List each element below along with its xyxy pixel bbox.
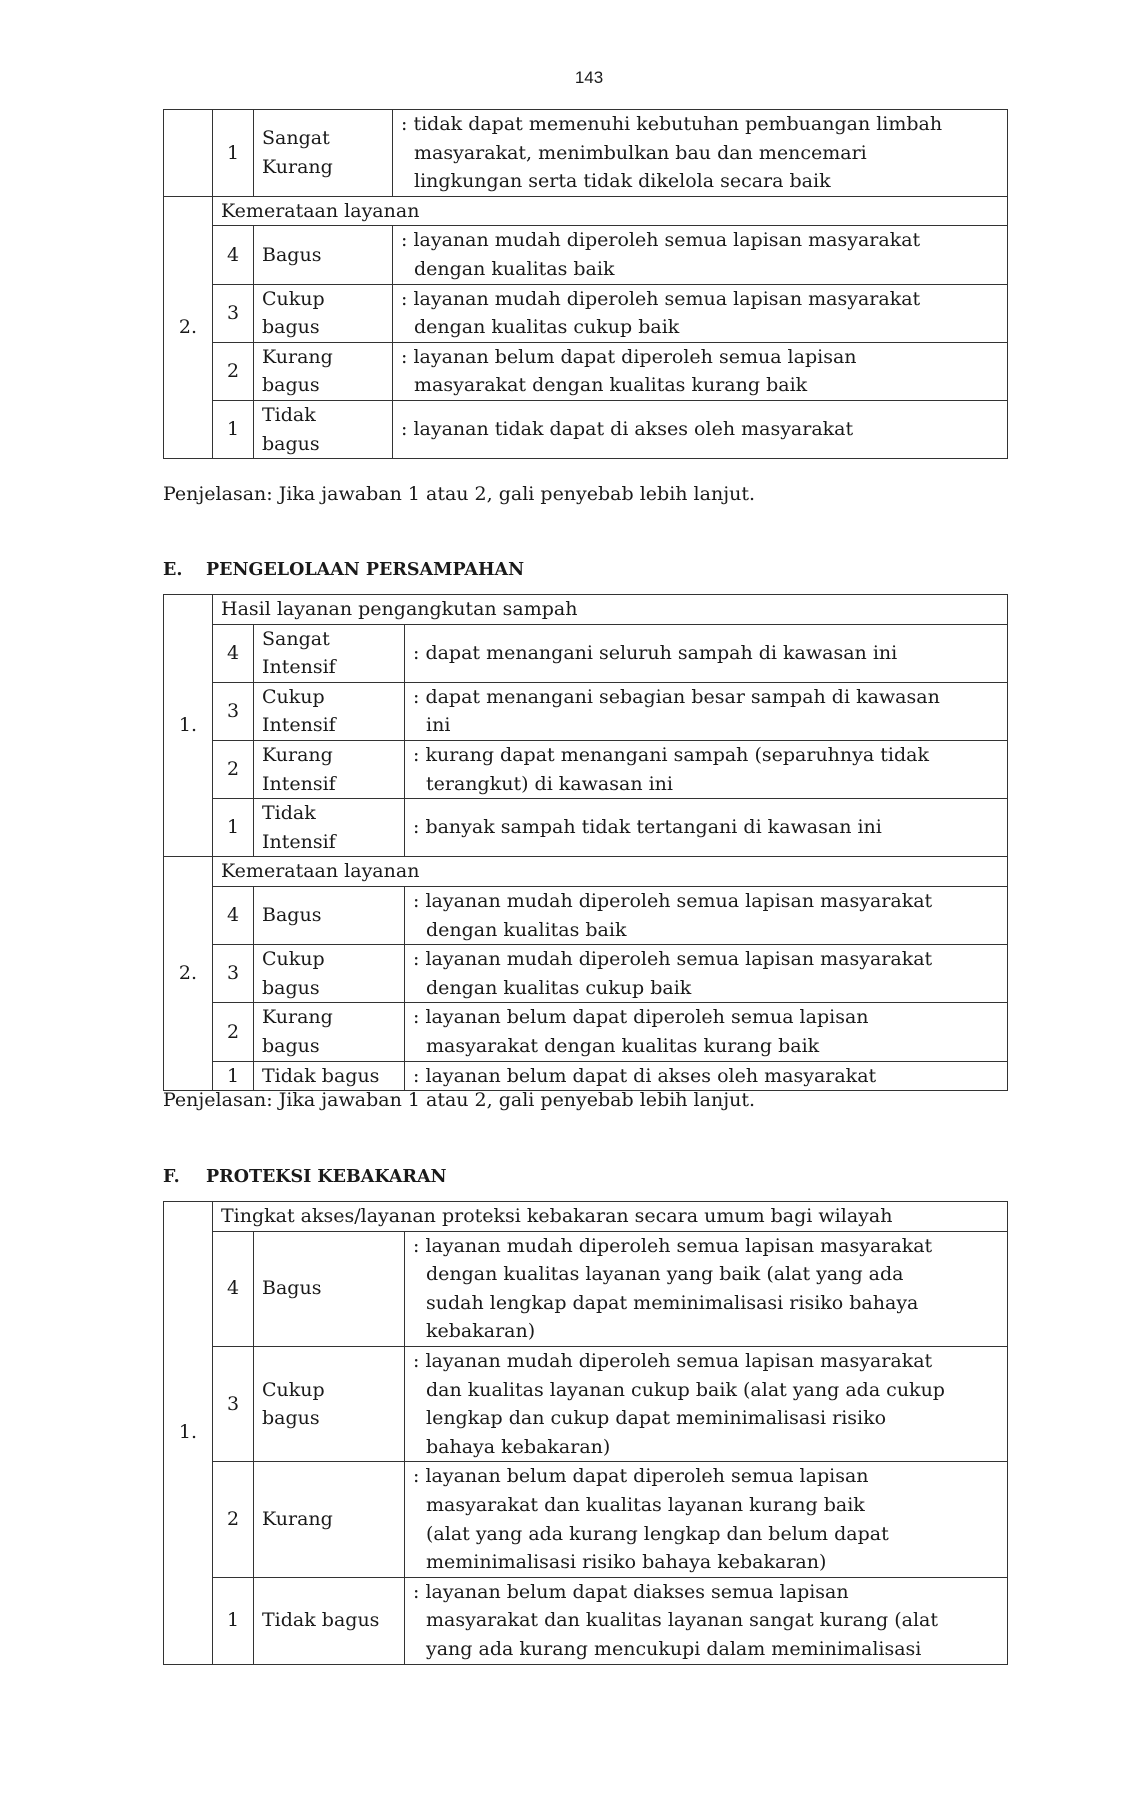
score-row <box>164 400 1008 458</box>
criteria-label: Kemerataan layanan <box>213 196 1008 226</box>
score-row <box>164 1003 1008 1061</box>
score-label-line: Tidak <box>262 802 316 825</box>
score-row <box>164 342 1008 400</box>
score-value: 1 <box>213 1577 254 1664</box>
description-line: sudah lengkap dapat meminimalisasi risiko bahaya <box>426 1291 919 1314</box>
score-value: 1 <box>213 799 254 857</box>
score-label <box>254 226 393 284</box>
score-label-line: Sangat <box>262 627 330 650</box>
explanation-note: Penjelasan: Jika jawaban 1 atau 2, gali penyebab lebih lanjut. <box>163 1089 755 1111</box>
score-label <box>254 1577 405 1664</box>
score-label-line: Bagus <box>262 243 322 266</box>
section-letter: E. <box>163 560 183 580</box>
score-label <box>254 284 393 342</box>
description-line: (alat yang ada kurang lengkap dan belum dapat <box>426 1522 889 1545</box>
score-row <box>164 945 1008 1003</box>
score-description <box>393 400 1008 458</box>
score-label-line: bagus <box>262 1034 320 1057</box>
score-row <box>164 1231 1008 1346</box>
score-row <box>164 226 1008 284</box>
description-line: : layanan belum dapat diakses semua lapisan <box>413 1580 849 1603</box>
score-label-line: Kurang <box>262 1006 333 1029</box>
description-line: : layanan belum dapat diperoleh semua lapisan <box>413 1465 869 1488</box>
score-label-line: Kurang <box>262 155 333 178</box>
score-value: 1 <box>213 400 254 458</box>
description-line: masyarakat dengan kualitas kurang baik <box>426 1034 820 1057</box>
score-row <box>164 110 1008 197</box>
score-description <box>393 226 1008 284</box>
score-label-line: Intensif <box>262 656 336 679</box>
score-label <box>254 740 405 798</box>
score-value: 3 <box>213 1346 254 1461</box>
description-line: masyarakat, menimbulkan bau dan mencemari <box>414 141 867 164</box>
score-row <box>164 1346 1008 1461</box>
table-waste-management <box>163 594 1008 1091</box>
score-label-line: bagus <box>262 374 320 397</box>
description-line: dengan kualitas baik <box>426 918 627 941</box>
section-heading-f <box>163 1167 447 1187</box>
score-value: 2 <box>213 740 254 798</box>
item-number: 1. <box>164 595 213 857</box>
description-line: : layanan belum dapat di akses oleh masyarakat <box>413 1064 877 1087</box>
description-line: : kurang dapat menangani sampah (separuhnya tidak <box>413 743 929 766</box>
score-label <box>254 110 393 197</box>
criteria-label: Hasil layanan pengangkutan sampah <box>213 595 1008 625</box>
score-label <box>254 400 393 458</box>
score-description <box>405 1346 1008 1461</box>
description-line: masyarakat dan kualitas layanan kurang baik <box>426 1493 865 1516</box>
score-description <box>393 342 1008 400</box>
score-row <box>164 740 1008 798</box>
section-title: PROTEKSI KEBAKARAN <box>206 1167 447 1187</box>
item-number: 2. <box>164 196 213 458</box>
score-description <box>393 284 1008 342</box>
score-label <box>254 1003 405 1061</box>
score-description <box>393 110 1008 197</box>
description-line: : layanan belum dapat diperoleh semua lapisan <box>413 1006 869 1029</box>
score-description <box>405 799 1008 857</box>
score-value: 4 <box>213 624 254 682</box>
score-label <box>254 799 405 857</box>
criteria-label: Tingkat akses/layanan proteksi kebakaran secara umum bagi wilayah <box>213 1202 1008 1232</box>
score-label <box>254 1061 405 1091</box>
section-title: PENGELOLAAN PERSAMPAHAN <box>206 560 525 580</box>
score-value: 4 <box>213 1231 254 1346</box>
assessment-table <box>163 594 1008 1091</box>
description-line: lengkap dan cukup dapat meminimalisasi risiko <box>426 1407 887 1430</box>
score-row <box>164 284 1008 342</box>
score-label-line: Tidak bagus <box>262 1609 380 1632</box>
description-line: dengan kualitas layanan yang baik (alat yang ada <box>426 1263 904 1286</box>
description-line: : dapat menangani sebagian besar sampah di kawasan <box>413 685 940 708</box>
score-row <box>164 1061 1008 1091</box>
score-label <box>254 682 405 740</box>
description-line: : layanan mudah diperoleh semua lapisan masyarakat <box>413 889 933 912</box>
score-value: 1 <box>213 110 254 197</box>
score-label-line: Tidak bagus <box>262 1064 380 1087</box>
score-value: 2 <box>213 342 254 400</box>
score-label-line: Kurang <box>262 1508 333 1531</box>
score-label-line: Intensif <box>262 714 336 737</box>
score-label-line: Cukup <box>262 287 325 310</box>
score-value: 2 <box>213 1003 254 1061</box>
score-description <box>405 1061 1008 1091</box>
score-value: 4 <box>213 886 254 944</box>
description-line: : tidak dapat memenuhi kebutuhan pembuangan limbah <box>401 113 943 135</box>
description-line: : layanan mudah diperoleh semua lapisan masyarakat <box>401 287 921 310</box>
table-fire-protection <box>163 1201 1008 1665</box>
table-sanitation-continued <box>163 109 1008 459</box>
score-label-line: Intensif <box>262 830 336 853</box>
score-label-line: Cukup <box>262 685 325 708</box>
score-description <box>405 1231 1008 1346</box>
description-line: dan kualitas layanan cukup baik (alat yang ada cukup <box>426 1378 945 1401</box>
item-number <box>164 110 213 197</box>
score-description <box>405 886 1008 944</box>
description-line: kebakaran) <box>426 1320 536 1343</box>
description-line: : banyak sampah tidak tertangani di kawasan ini <box>413 816 882 839</box>
score-row <box>164 799 1008 857</box>
score-label-line: Kurang <box>262 345 333 368</box>
score-label-line: Tidak <box>262 403 316 426</box>
score-label <box>254 1346 405 1461</box>
description-line: : layanan belum dapat diperoleh semua lapisan <box>401 345 857 368</box>
score-label-line: Cukup <box>262 1378 325 1401</box>
description-line: yang ada kurang mencukupi dalam meminimalisasi <box>426 1637 922 1660</box>
score-value: 1 <box>213 1061 254 1091</box>
item-number: 2. <box>164 857 213 1091</box>
score-label-line: Cukup <box>262 948 325 971</box>
score-description <box>405 1003 1008 1061</box>
description-line: : layanan mudah diperoleh semua lapisan masyarakat <box>401 229 921 252</box>
description-line: : layanan mudah diperoleh semua lapisan masyarakat <box>413 948 933 971</box>
score-label <box>254 624 405 682</box>
score-label-line: bagus <box>262 316 320 339</box>
description-line: terangkut) di kawasan ini <box>426 772 673 795</box>
score-row <box>164 886 1008 944</box>
criteria-label: Kemerataan layanan <box>213 857 1008 887</box>
score-label-line: Kurang <box>262 743 333 766</box>
score-description <box>405 624 1008 682</box>
score-row <box>164 624 1008 682</box>
score-value: 3 <box>213 945 254 1003</box>
score-description <box>405 1577 1008 1664</box>
score-label <box>254 886 405 944</box>
description-line: dengan kualitas cukup baik <box>414 316 680 339</box>
score-label-line: Sangat <box>262 127 330 150</box>
score-row <box>164 1577 1008 1664</box>
score-value: 3 <box>213 682 254 740</box>
section-heading-e <box>163 560 524 580</box>
score-value: 3 <box>213 284 254 342</box>
explanation-note: Penjelasan: Jika jawaban 1 atau 2, gali penyebab lebih lanjut. <box>163 483 755 505</box>
description-line: : dapat menangani seluruh sampah di kawasan ini <box>413 641 898 664</box>
score-description <box>405 1462 1008 1577</box>
description-line: : layanan mudah diperoleh semua lapisan masyarakat <box>413 1349 933 1372</box>
description-line: bahaya kebakaran) <box>426 1435 611 1458</box>
criteria-row <box>164 196 1008 226</box>
score-label <box>254 945 405 1003</box>
criteria-row <box>164 1202 1008 1232</box>
criteria-row <box>164 857 1008 887</box>
score-row <box>164 1462 1008 1577</box>
description-line: masyarakat dengan kualitas kurang baik <box>414 374 808 397</box>
description-line: masyarakat dan kualitas layanan sangat kurang (alat <box>426 1609 938 1632</box>
score-label-line: Intensif <box>262 772 336 795</box>
assessment-table <box>163 1201 1008 1665</box>
item-number: 1. <box>164 1202 213 1665</box>
score-value: 4 <box>213 226 254 284</box>
score-label-line: Bagus <box>262 904 322 927</box>
score-label-line: Bagus <box>262 1277 322 1300</box>
description-line: : layanan tidak dapat di akses oleh masyarakat <box>401 418 854 441</box>
score-label-line: bagus <box>262 1407 320 1430</box>
score-value: 2 <box>213 1462 254 1577</box>
criteria-row <box>164 595 1008 625</box>
score-label-line: bagus <box>262 976 320 999</box>
description-line: : layanan mudah diperoleh semua lapisan masyarakat <box>413 1234 933 1257</box>
description-line: meminimalisasi risiko bahaya kebakaran) <box>426 1551 827 1574</box>
score-description <box>405 740 1008 798</box>
score-label-line: bagus <box>262 432 320 455</box>
description-line: dengan kualitas baik <box>414 257 615 280</box>
score-label <box>254 1462 405 1577</box>
description-line: lingkungan serta tidak dikelola secara baik <box>414 170 831 193</box>
score-label <box>254 1231 405 1346</box>
score-row <box>164 682 1008 740</box>
score-description <box>405 682 1008 740</box>
score-description <box>405 945 1008 1003</box>
description-line: dengan kualitas cukup baik <box>426 976 692 999</box>
section-letter: F. <box>163 1167 180 1187</box>
assessment-table <box>163 109 1008 459</box>
description-line: ini <box>426 714 451 737</box>
score-label <box>254 342 393 400</box>
page-number: 143 <box>574 68 604 87</box>
